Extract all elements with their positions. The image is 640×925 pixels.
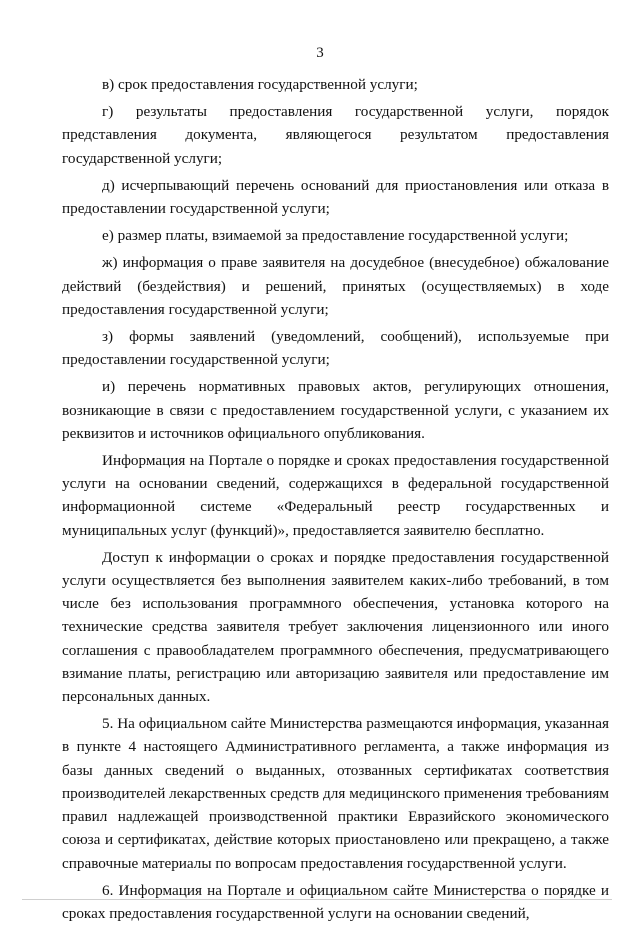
paragraph-item-v: в) срок предоставления государственной услуги; [102,76,418,93]
paragraph-item-z: з) формы заявлений (уведомлений, сообщений), используемые при предоставлении государственной услуги; [62,328,609,369]
page-number: 3 [316,45,324,61]
paragraph-item-i: и) перечень нормативных правовых актов, регулирующих отношения, возникающие в связи с предоставлением государственной услуги, с указанием их реквизитов и источников официального опубликования. [62,378,609,442]
paragraph-section-5: 5. На официальном сайте Министерства размещаются информация, указанная в пункте 4 настоящего Административного регламента, а также информация из базы данных сведений о выданных, отозванных сертификатах соответствия производителей лекарственных средств для медицинского применения требованиям правил надлежащей производственной практики Евразийского экономического союза и сертификатах, действие которых приостановлено или прекращено, а также справочные материалы по вопросам предоставления государственной услуги. [62,715,609,872]
paragraph-section-6: 6. Информация на Портале и официальном сайте Министерства о порядке и сроках предоставления государственной услуги на основании сведений, [62,881,609,922]
scan-bottom-edge [22,899,612,900]
paragraph-item-e: е) размер платы, взимаемой за предоставление государственной услуги; [102,227,569,245]
paragraph-item-d: д) исчерпывающий перечень оснований для приостановления или отказа в предоставлении государственной услуги; [62,176,609,218]
paragraph-access-info: Доступ к информации о сроках и порядке предоставления государственной услуги осуществляется без выполнения заявителем каких-либо требований, в том числе без использования программного обеспечения, установка которого на технические средства заявителя требует заключения лицензионного или иного соглашения с правообладателем программного обеспечения, предусматривающего взимание платы, регистрацию или авторизацию заявителя или предоставление им персональных данных. [62,548,609,706]
paragraph-item-g: г) результаты предоставления государственной услуги, порядок представления документа, являющегося результатом предоставления государственной услуги; [62,103,609,167]
paragraph-portal-info: Информация на Портале о порядке и сроках предоставления государственной услуги на основании сведений, содержащихся в федеральной государственной информационной системе «Федеральный реестр государственных и муниципальных услуг (функций)», предоставляется заявителю бесплатно. [62,452,609,539]
document-body [62,73,609,925]
paragraph-item-zh: ж) информация о праве заявителя на досудебное (внесудебное) обжалование действий (бездействия) и решений, принятых (осуществляемых) в ходе предоставления государственной услуги; [62,254,609,318]
